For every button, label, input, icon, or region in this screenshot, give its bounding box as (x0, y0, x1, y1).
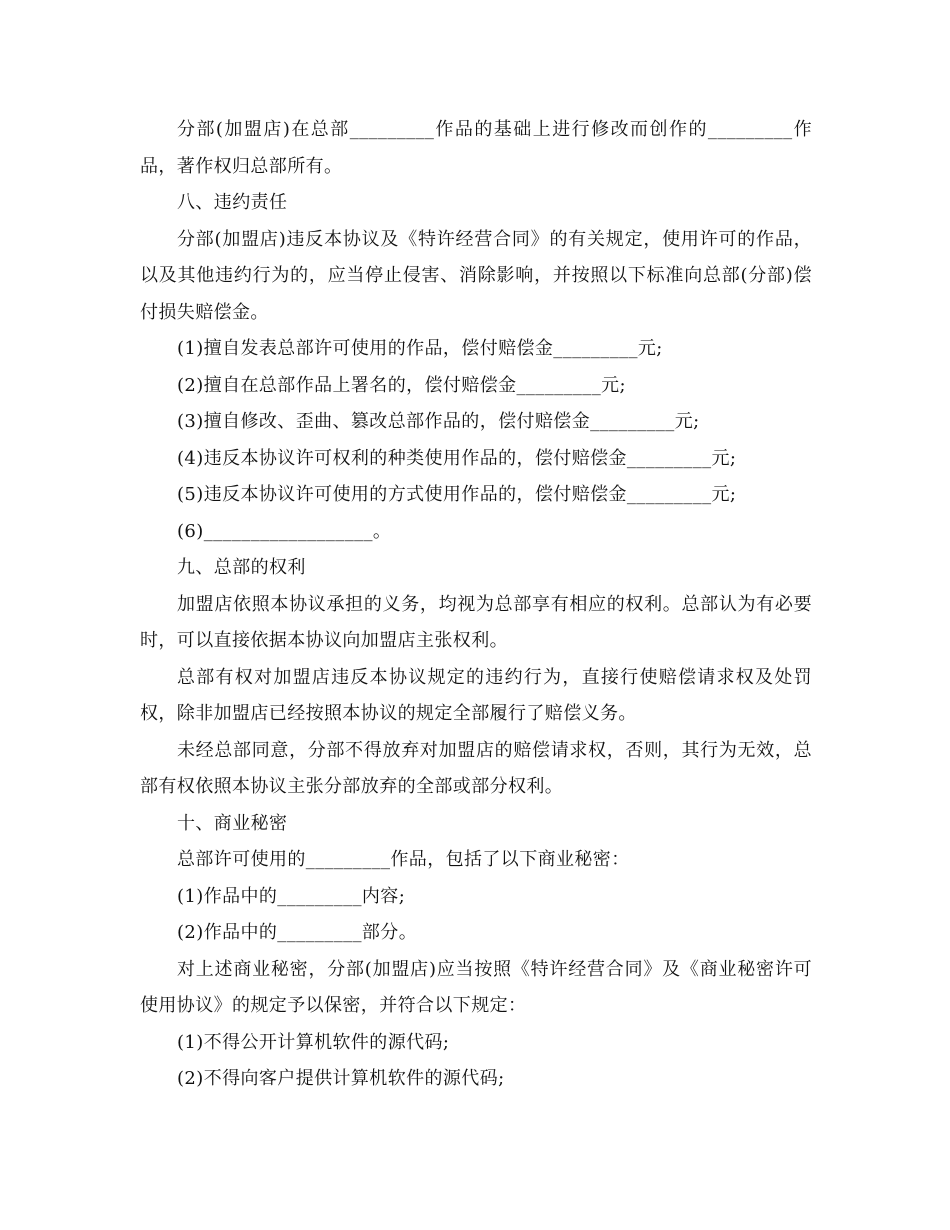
document-body (140, 112, 812, 1098)
list-item-penalty-1: (1)擅自发表总部许可使用的作品，偿付赔偿金_________元; (177, 338, 663, 359)
paragraph-rights-2: 总部有权对加盟店违反本协议规定的违约行为，直接行使赔偿请求权及处罚权，除非加盟店已经按照本协议的规定全部履行了赔偿义务。 (140, 666, 812, 724)
paragraph-rights-3: 未经总部同意，分部不得放弃对加盟店的赔偿请求权，否则，其行为无效，总部有权依照本协议主张分部放弃的全部或部分权利。 (140, 739, 812, 797)
list-item-penalty-3: (3)擅自修改、歪曲、篡改总部作品的，偿付赔偿金_________元; (177, 411, 700, 432)
list-item-penalty-5: (5)违反本协议许可使用的方式使用作品的，偿付赔偿金_________元; (177, 484, 737, 505)
paragraph-derivative-works: 分部(加盟店)在总部_________作品的基础上进行修改而创作的_________作品，著作权归总部所有。 (140, 119, 812, 177)
list-item-rule-2: (2)不得向客户提供计算机软件的源代码; (177, 1068, 505, 1089)
paragraph-rights-1: 加盟店依照本协议承担的义务，均视为总部享有相应的权利。总部认为有必要时，可以直接依据本协议向加盟店主张权利。 (140, 593, 812, 651)
paragraph-trade-secrets-intro: 总部许可使用的_________作品，包括了以下商业秘密： (177, 849, 630, 870)
paragraph-confidentiality: 对上述商业秘密，分部(加盟店)应当按照《特许经营合同》及《商业秘密许可使用协议》的规定予以保密，并符合以下规定： (140, 958, 812, 1016)
list-item-rule-1: (1)不得公开计算机软件的源代码; (177, 1031, 450, 1053)
heading-headquarters-rights: 九、总部的权利 (177, 557, 306, 578)
list-item-penalty-6: (6)__________________。 (177, 520, 392, 542)
list-item-secret-1: (1)作品中的_________内容; (177, 885, 406, 907)
heading-breach-liability: 八、违约责任 (177, 192, 288, 213)
list-item-penalty-4: (4)违反本协议许可权利的种类使用作品的，偿付赔偿金_________元; (177, 447, 737, 469)
paragraph-breach-intro: 分部(加盟店)违反本协议及《特许经营合同》的有关规定，使用许可的作品，以及其他违约行为的，应当停止侵害、消除影响，并按照以下标准向总部(分部)偿付损失赔偿金。 (140, 228, 812, 323)
heading-trade-secrets: 十、商业秘密 (177, 812, 288, 834)
list-item-secret-2: (2)作品中的_________部分。 (177, 922, 418, 943)
list-item-penalty-2: (2)擅自在总部作品上署名的，偿付赔偿金_________元; (177, 374, 626, 396)
